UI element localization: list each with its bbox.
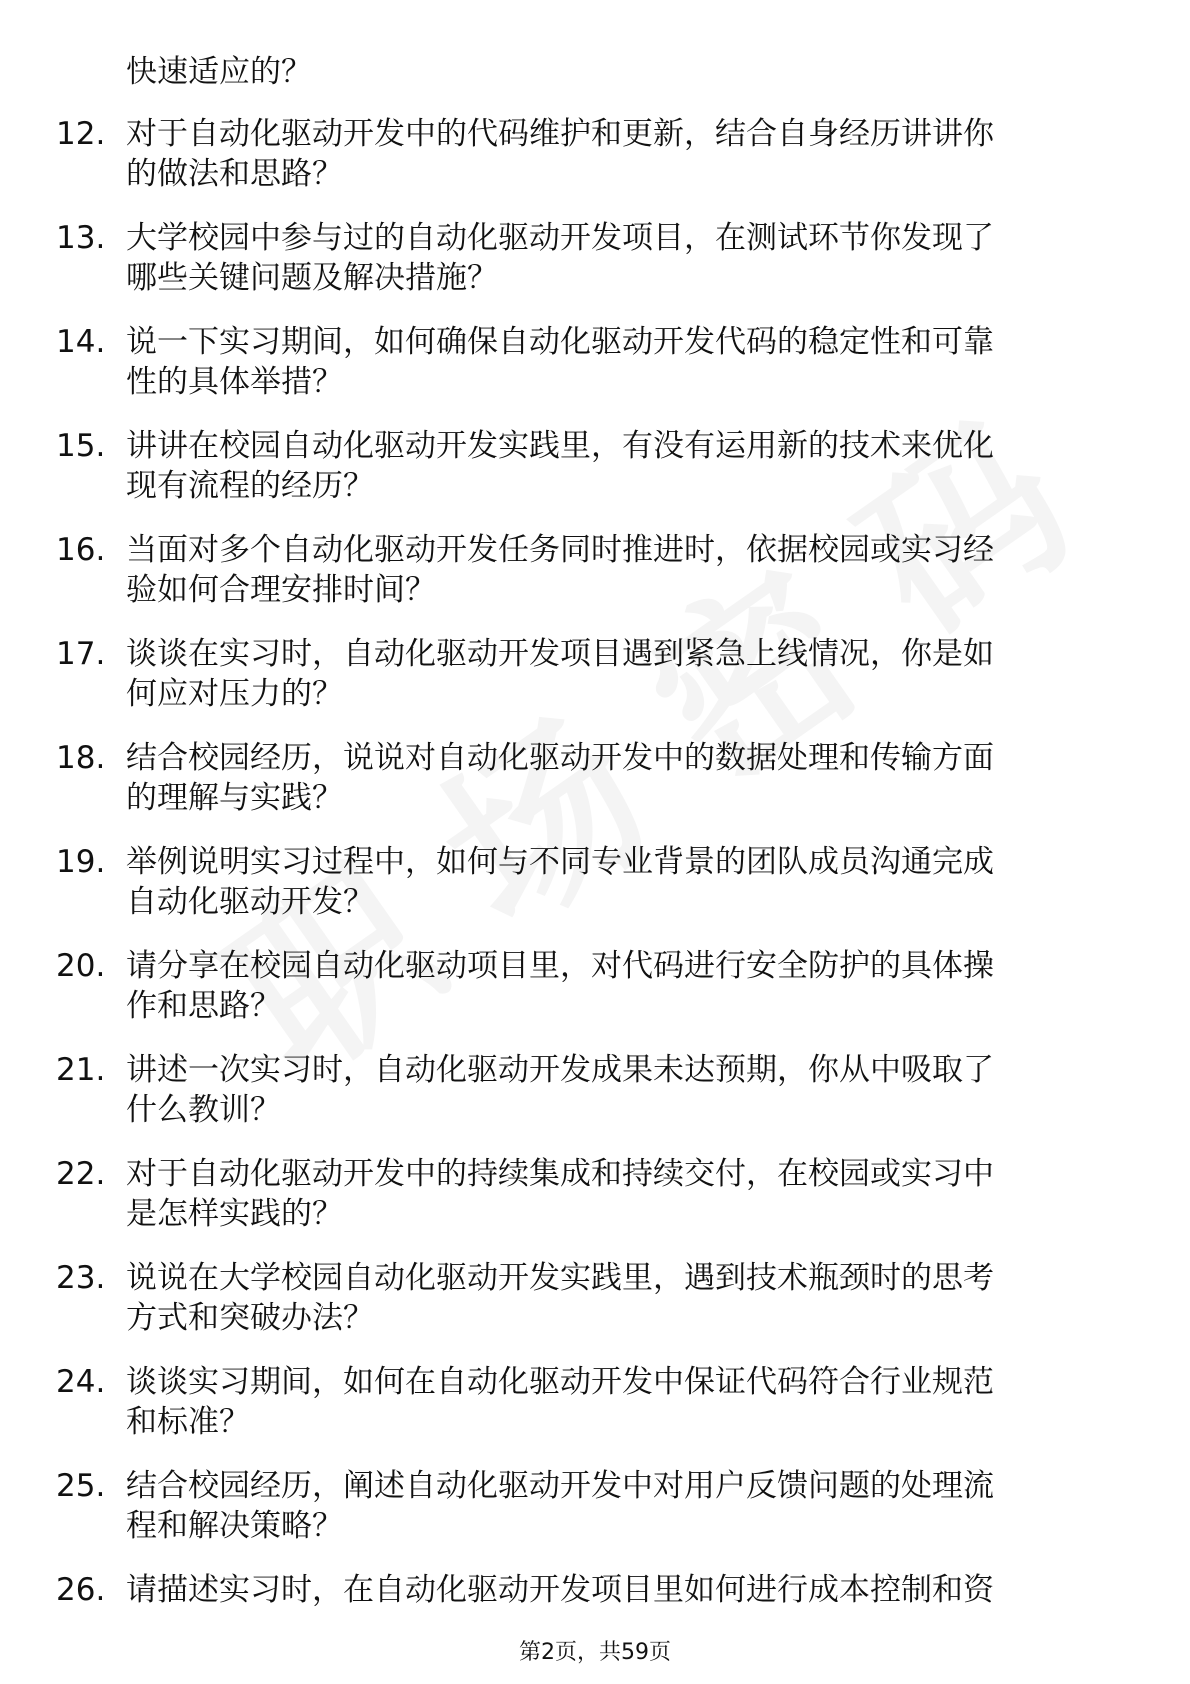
question-text-line: 举例说明实习过程中，如何与不同专业背景的团队成员沟通完成: [126, 844, 994, 880]
question-item: [0, 528, 1190, 632]
question-item: [0, 736, 1190, 840]
question-item: [0, 1048, 1190, 1152]
question-text-line: 何应对压力的？: [126, 676, 343, 712]
question-text-line: 是怎样实践的？: [126, 1196, 343, 1232]
question-item: [0, 320, 1190, 424]
question-item: [0, 632, 1190, 736]
question-number: 16.: [56, 532, 106, 568]
question-text-line: 方式和突破办法？: [126, 1300, 374, 1336]
question-text-line: 对于自动化驱动开发中的持续集成和持续交付，在校园或实习中: [126, 1156, 994, 1192]
question-item: [0, 216, 1190, 320]
question-number: 26.: [56, 1572, 106, 1608]
continuation-text: 快速适应的？: [126, 54, 312, 90]
question-text-line: 说一下实习期间，如何确保自动化驱动开发代码的稳定性和可靠: [126, 324, 994, 360]
question-text-line: 哪些关键问题及解决措施？: [126, 260, 498, 296]
question-number: 19.: [56, 844, 106, 880]
question-item: [0, 424, 1190, 528]
question-text-line: 作和思路？: [126, 988, 281, 1024]
question-text-line: 性的具体举措？: [126, 364, 343, 400]
question-text-line: 讲讲在校园自动化驱动开发实践里，有没有运用新的技术来优化: [126, 428, 994, 464]
question-text-line: 结合校园经历，说说对自动化驱动开发中的数据处理和传输方面: [126, 740, 994, 776]
question-text-line: 对于自动化驱动开发中的代码维护和更新，结合自身经历讲讲你: [126, 116, 994, 152]
question-number: 17.: [56, 636, 106, 672]
question-number: 23.: [56, 1260, 106, 1296]
question-number: 24.: [56, 1364, 106, 1400]
question-text-line: 程和解决策略？: [126, 1508, 343, 1544]
question-number: 21.: [56, 1052, 106, 1088]
question-number: 25.: [56, 1468, 106, 1504]
question-text-line: 当面对多个自动化驱动开发任务同时推进时，依据校园或实习经: [126, 532, 994, 568]
question-number: 15.: [56, 428, 106, 464]
question-text-line: 大学校园中参与过的自动化驱动开发项目，在测试环节你发现了: [126, 220, 994, 256]
question-item: [0, 112, 1190, 216]
question-text-line: 自动化驱动开发？: [126, 884, 374, 920]
question-text-line: 现有流程的经历？: [126, 468, 374, 504]
question-item: [0, 944, 1190, 1048]
question-text-line: 什么教训？: [126, 1092, 281, 1128]
question-text-line: 谈谈在实习时，自动化驱动开发项目遇到紧急上线情况，你是如: [126, 636, 994, 672]
question-item: [0, 1152, 1190, 1256]
question-number: 13.: [56, 220, 106, 256]
question-number: 18.: [56, 740, 106, 776]
question-list: [0, 112, 1190, 1672]
question-text-line: 请描述实习时，在自动化驱动开发项目里如何进行成本控制和资: [126, 1572, 994, 1608]
question-number: 12.: [56, 116, 106, 152]
question-text-line: 验如何合理安排时间？: [126, 572, 436, 608]
question-text-line: 的做法和思路？: [126, 156, 343, 192]
question-item: [0, 1360, 1190, 1464]
question-text-line: 请分享在校园自动化驱动项目里，对代码进行安全防护的具体操: [126, 948, 994, 984]
page-indicator: 第2页，共59页: [519, 1640, 671, 1665]
question-text-line: 谈谈实习期间，如何在自动化驱动开发中保证代码符合行业规范: [126, 1364, 994, 1400]
question-number: 22.: [56, 1156, 106, 1192]
question-text-line: 结合校园经历，阐述自动化驱动开发中对用户反馈问题的处理流: [126, 1468, 994, 1504]
question-number: 14.: [56, 324, 106, 360]
question-number: 20.: [56, 948, 106, 984]
question-text-line: 和标准？: [126, 1404, 250, 1440]
question-text-line: 的理解与实践？: [126, 780, 343, 816]
question-item: [0, 840, 1190, 944]
question-text-line: 讲述一次实习时，自动化驱动开发成果未达预期，你从中吸取了: [126, 1052, 994, 1088]
question-item: [0, 1256, 1190, 1360]
question-item: [0, 1464, 1190, 1568]
question-text-line: 说说在大学校园自动化驱动开发实践里，遇到技术瓶颈时的思考: [126, 1260, 994, 1296]
